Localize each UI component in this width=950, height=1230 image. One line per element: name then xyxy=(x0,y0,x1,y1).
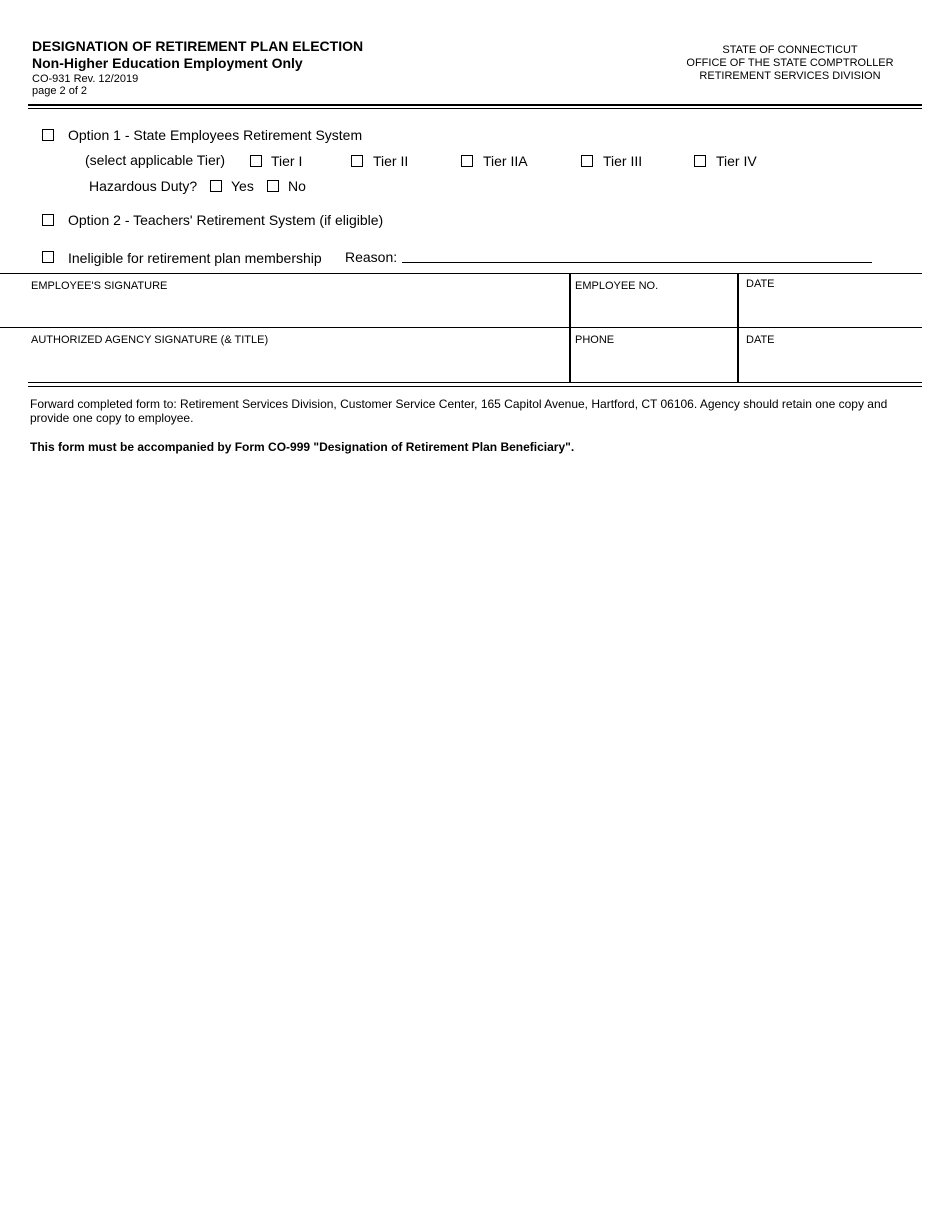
reason-input[interactable] xyxy=(402,262,872,263)
tier-1-label: Tier I xyxy=(271,153,303,169)
signature-divider-1 xyxy=(569,273,571,383)
page-number: page 2 of 2 xyxy=(32,85,88,97)
agency-block xyxy=(660,44,920,83)
signature-table-top xyxy=(0,273,922,274)
option2-checkbox[interactable] xyxy=(42,214,54,226)
signature-table-mid xyxy=(0,327,922,328)
phone-field[interactable]: PHONE xyxy=(575,334,615,346)
tier-2a-checkbox[interactable] xyxy=(461,155,473,167)
tier-1-checkbox[interactable] xyxy=(250,155,262,167)
employee-date-field[interactable]: DATE xyxy=(746,278,775,290)
hazardous-no-label: No xyxy=(288,178,306,194)
table-rule-bottom xyxy=(28,386,922,387)
table-rule-top xyxy=(28,382,922,383)
signature-divider-2 xyxy=(737,273,739,383)
tier-3-checkbox[interactable] xyxy=(581,155,593,167)
ineligible-checkbox[interactable] xyxy=(42,251,54,263)
ineligible-label: Ineligible for retirement plan membership xyxy=(68,250,322,266)
option1-checkbox[interactable] xyxy=(42,129,54,141)
employee-number-field[interactable]: EMPLOYEE NO. xyxy=(575,280,659,292)
tier-2-label: Tier II xyxy=(373,153,409,169)
employee-signature-field[interactable]: EMPLOYEE'S SIGNATURE xyxy=(31,280,168,292)
tier-2a-label: Tier IIA xyxy=(483,153,528,169)
tier-3-label: Tier III xyxy=(603,153,643,169)
agency-state: STATE OF CONNECTICUT xyxy=(722,44,858,56)
hazardous-prompt: Hazardous Duty? xyxy=(89,178,198,194)
reason-label: Reason: xyxy=(345,249,398,265)
forward-instructions: Forward completed form to: Retirement Services Division, Customer Service Center, 165 Capitol Avenue, Hartford, CT 06106. Agency should retain one copy and provide one copy to employee. xyxy=(30,397,888,425)
header-rule-top xyxy=(28,104,922,106)
option2-label: Option 2 - Teachers' Retirement System (if eligible) xyxy=(68,212,384,228)
form-subtitle: Non-Higher Education Employment Only xyxy=(32,55,303,71)
form-number: CO-931 Rev. 12/2019 xyxy=(32,73,139,85)
tier-4-checkbox[interactable] xyxy=(694,155,706,167)
tier-prompt: (select applicable Tier) xyxy=(85,152,226,168)
form-title: DESIGNATION OF RETIREMENT PLAN ELECTION xyxy=(32,38,364,54)
agency-date-field[interactable]: DATE xyxy=(746,334,775,346)
tier-2-checkbox[interactable] xyxy=(351,155,363,167)
hazardous-yes-checkbox[interactable] xyxy=(210,180,222,192)
tier-4-label: Tier IV xyxy=(716,153,757,169)
agency-office: OFFICE OF THE STATE COMPTROLLER xyxy=(686,57,894,69)
hazardous-yes-label: Yes xyxy=(231,178,254,194)
header-rule-bottom xyxy=(28,108,922,109)
agency-division: RETIREMENT SERVICES DIVISION xyxy=(699,70,881,82)
hazardous-no-checkbox[interactable] xyxy=(267,180,279,192)
agency-signature-field[interactable]: AUTHORIZED AGENCY SIGNATURE (& TITLE) xyxy=(31,334,269,346)
option1-label: Option 1 - State Employees Retirement System xyxy=(68,127,363,143)
beneficiary-note: This form must be accompanied by Form CO-999 "Designation of Retirement Plan Beneficiary". xyxy=(30,440,575,454)
